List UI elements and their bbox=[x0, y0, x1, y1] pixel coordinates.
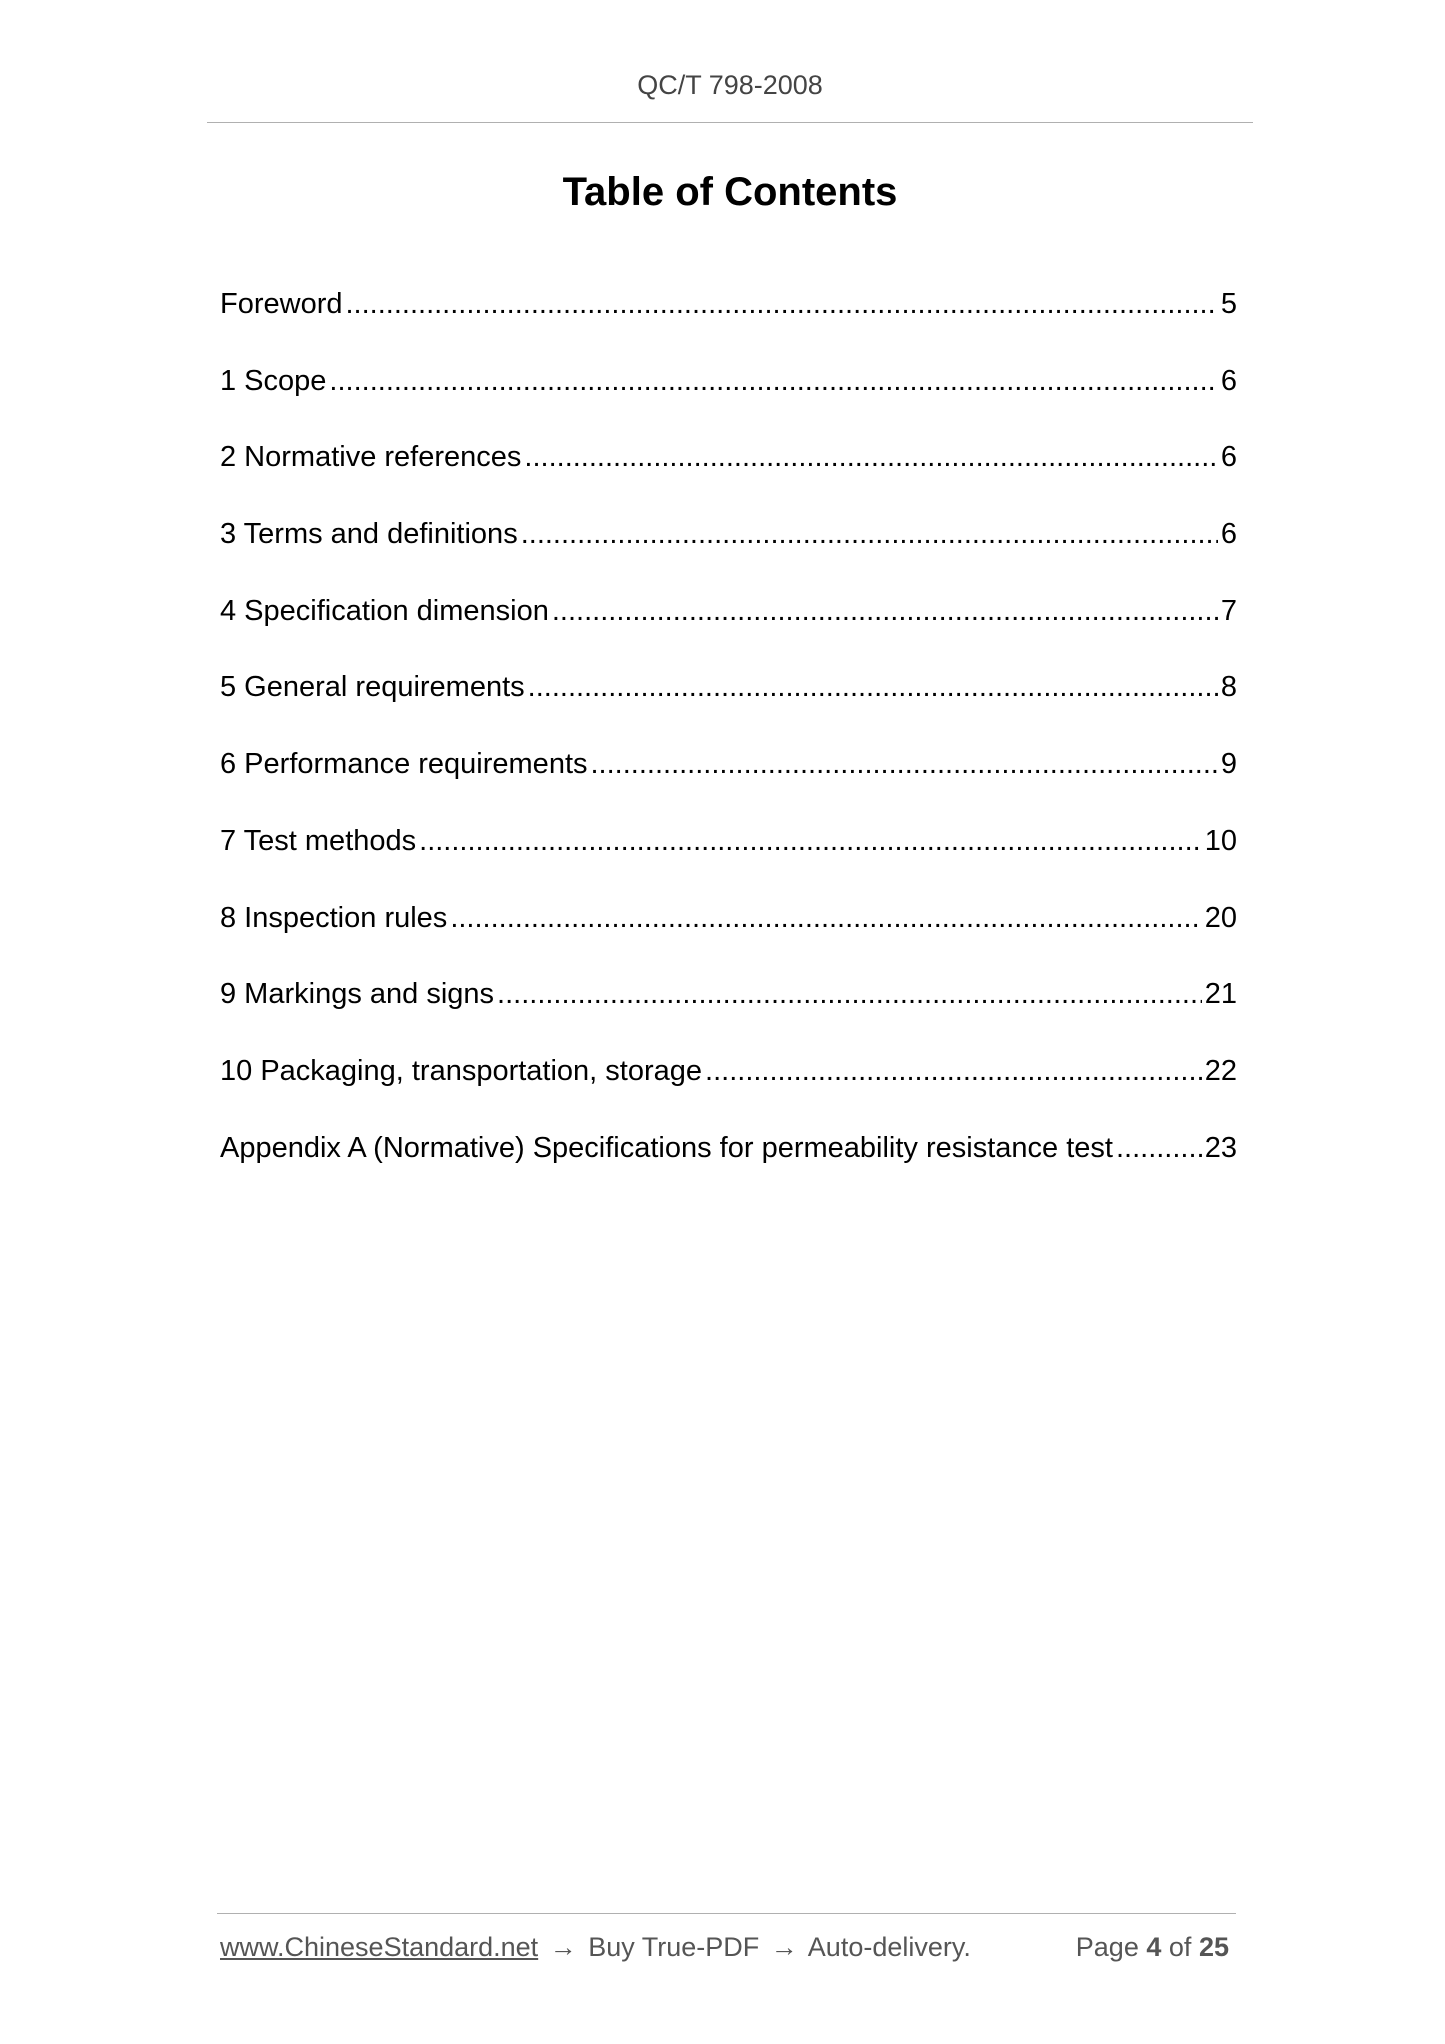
page-title: Table of Contents bbox=[562, 170, 898, 214]
toc-entry-label: 10 Packaging, transportation, storage bbox=[220, 1054, 703, 1087]
toc-entry-page: 6 bbox=[1220, 441, 1237, 474]
right-arrow-icon: → bbox=[770, 1932, 798, 1962]
toc-entry[interactable] bbox=[220, 671, 1237, 748]
toc-entry[interactable] bbox=[220, 1055, 1237, 1132]
toc-entry-label: 8 Inspection rules bbox=[220, 901, 448, 934]
toc-entry-page: 21 bbox=[1204, 978, 1237, 1011]
of-word: of bbox=[1168, 1932, 1192, 1962]
toc-entry[interactable] bbox=[220, 978, 1237, 1055]
page-counter bbox=[1076, 1932, 1229, 1963]
toc-entry-label: 9 Markings and signs bbox=[220, 978, 495, 1011]
toc-entry-label: 2 Normative references bbox=[220, 441, 522, 474]
toc-entry-label: 3 Terms and definitions bbox=[220, 518, 518, 551]
toc-entry-page: 5 bbox=[1220, 288, 1237, 320]
toc-entry[interactable] bbox=[220, 902, 1237, 979]
toc-entry[interactable] bbox=[220, 518, 1237, 595]
toc-leader-dots bbox=[552, 595, 1218, 628]
table-of-contents bbox=[220, 288, 1237, 1208]
delivery-text: Auto-delivery. bbox=[807, 1932, 971, 1962]
toc-entry-page: 20 bbox=[1204, 901, 1237, 934]
toc-leader-dots bbox=[419, 825, 1202, 858]
toc-leader-dots bbox=[705, 1055, 1202, 1088]
toc-leader-dots bbox=[591, 748, 1218, 781]
toc-entry-page: 9 bbox=[1220, 748, 1237, 781]
right-arrow-icon: → bbox=[549, 1932, 577, 1962]
toc-entry-page: 6 bbox=[1220, 518, 1237, 551]
toc-entry-page: 10 bbox=[1204, 824, 1237, 857]
toc-entry-page: 8 bbox=[1220, 671, 1237, 704]
toc-entry-label: 7 Test methods bbox=[220, 824, 417, 857]
toc-entry-label: 1 Scope bbox=[220, 364, 327, 397]
toc-entry[interactable] bbox=[220, 825, 1237, 902]
toc-entry[interactable] bbox=[220, 748, 1237, 825]
toc-entry-page: 7 bbox=[1220, 594, 1237, 627]
current-page-number: 4 bbox=[1146, 1932, 1162, 1962]
total-pages-number: 25 bbox=[1198, 1932, 1229, 1962]
toc-leader-dots bbox=[528, 671, 1218, 704]
toc-entry[interactable] bbox=[220, 595, 1237, 672]
toc-leader-dots bbox=[346, 288, 1218, 321]
toc-entry-label: 6 Performance requirements bbox=[220, 748, 588, 781]
toc-entry-page: 23 bbox=[1204, 1131, 1237, 1164]
toc-entry[interactable] bbox=[220, 288, 1237, 365]
page-word: Page bbox=[1075, 1932, 1139, 1962]
toc-entry-label: 5 General requirements bbox=[220, 671, 525, 704]
header-divider bbox=[207, 122, 1253, 123]
site-link[interactable]: www.ChineseStandard.net bbox=[220, 1932, 539, 1962]
toc-entry-page: 22 bbox=[1204, 1054, 1237, 1087]
toc-entry-page: 6 bbox=[1220, 364, 1237, 397]
toc-entry-label: 4 Specification dimension bbox=[220, 594, 549, 627]
toc-leader-dots bbox=[329, 365, 1217, 398]
toc-entry[interactable] bbox=[220, 441, 1237, 518]
document-id-header: QC/T 798-2008 bbox=[637, 70, 823, 100]
toc-entry[interactable] bbox=[220, 1132, 1237, 1209]
toc-leader-dots bbox=[1116, 1132, 1202, 1165]
toc-entry[interactable] bbox=[220, 365, 1237, 442]
toc-entry-label: Foreword bbox=[220, 288, 343, 320]
footer-promo bbox=[220, 1932, 971, 1963]
toc-leader-dots bbox=[521, 518, 1218, 551]
toc-leader-dots bbox=[450, 902, 1201, 935]
toc-leader-dots bbox=[497, 978, 1202, 1011]
buy-text: Buy True-PDF bbox=[588, 1932, 760, 1962]
toc-entry-label: Appendix A (Normative) Specifications for permeability resistance test bbox=[220, 1131, 1113, 1164]
footer-divider bbox=[217, 1913, 1236, 1914]
toc-leader-dots bbox=[524, 441, 1217, 474]
